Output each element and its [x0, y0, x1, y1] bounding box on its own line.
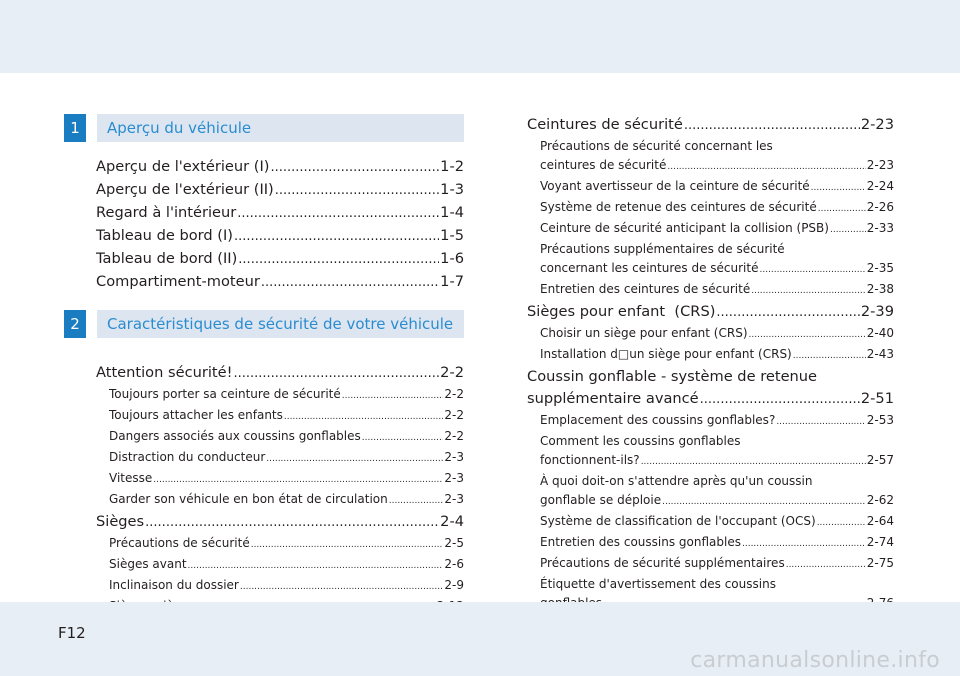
section-title: Caractéristiques de sécurité de votre véhicule [97, 310, 464, 338]
toc-subentry[interactable]: Entretien des coussins gonflables ..... 2-74 [527, 533, 894, 554]
toc-subentry[interactable]: gonflable se déploie ..... 2-62 [527, 491, 894, 512]
toc-entry-line[interactable]: Coussin gonflable - système de retenue [527, 368, 818, 385]
toc-subentry[interactable]: Vitesse ..... 2-3 [96, 469, 464, 490]
toc-subentry[interactable]: Installation d□un siège pour enfant (CRS) ..... 2-43 [527, 345, 894, 366]
toc-entry[interactable]: Aperçu de l'extérieur (II) ..... 1-3 [96, 179, 464, 202]
toc-subentry-line[interactable]: Précautions de sécurité concernant les [540, 139, 773, 153]
page-number: F12 [58, 624, 86, 642]
toc-entry[interactable]: Regard à l'intérieur ..... 1-4 [96, 202, 464, 225]
toc-subentry[interactable]: Système de retenue des ceintures de sécurité ..... 2-26 [527, 198, 894, 219]
toc-subentry[interactable]: Entretien des ceintures de sécurité ..... 2-38 [527, 280, 894, 301]
toc-subentry[interactable]: Dangers associés aux coussins gonflables ..... 2-2 [96, 427, 464, 448]
toc-entry[interactable]: Sièges ..... 2-4 [96, 511, 464, 534]
section-number: 1 [64, 114, 86, 142]
toc-subentry[interactable]: Système de classification de l'occupant (OCS) ..... 2-64 [527, 512, 894, 533]
toc-subentry[interactable]: Précautions de sécurité ..... 2-5 [96, 534, 464, 555]
toc-subentry[interactable]: Voyant avertisseur de la ceinture de sécurité ..... 2-24 [527, 177, 894, 198]
toc-subentry[interactable]: Inclinaison du dossier ..... 2-9 [96, 576, 464, 597]
toc-subentry[interactable]: Garder son véhicule en bon état de circulation ..... 2-3 [96, 490, 464, 511]
section-number: 2 [64, 310, 86, 338]
toc-subentry[interactable]: Toujours attacher les enfants ..... 2-2 [96, 406, 464, 427]
toc-subentry[interactable]: Ceinture de sécurité anticipant la collision (PSB) ..... 2-33 [527, 219, 894, 240]
toc-subentry[interactable]: ceintures de sécurité ..... 2-23 [527, 156, 894, 177]
toc-subentry[interactable]: Distraction du conducteur ..... 2-3 [96, 448, 464, 469]
left-column [64, 114, 464, 660]
toc-subentry[interactable]: Précautions de sécurité supplémentaires ..... 2-75 [527, 554, 894, 575]
toc-entry[interactable]: Attention sécurité! ..... 2-2 [96, 362, 464, 385]
toc-subentry[interactable]: Sièges avant ..... 2-6 [96, 555, 464, 576]
toc-subentry-line[interactable]: Précautions supplémentaires de sécurité [540, 242, 785, 256]
right-column [527, 114, 894, 615]
toc-entry[interactable]: Sièges pour enfant (CRS) ..... 2-39 [527, 301, 894, 324]
toc-subentry-line[interactable]: Étiquette d'avertissement des coussins [540, 577, 776, 591]
toc-subentry-line[interactable]: À quoi doit-on s'attendre après qu'un coussin [540, 474, 813, 488]
section-header-2 [64, 310, 464, 338]
toc-entry[interactable]: Tableau de bord (II) ..... 1-6 [96, 248, 464, 271]
toc-subentry[interactable]: Toujours porter sa ceinture de sécurité ..... 2-2 [96, 385, 464, 406]
toc-list-section-1 [96, 156, 464, 294]
section-header-1 [64, 114, 464, 142]
toc-subentry[interactable]: fonctionnent-ils? ..... 2-57 [527, 451, 894, 472]
toc-entry[interactable]: Aperçu de l'extérieur (I) ..... 1-2 [96, 156, 464, 179]
toc-entry[interactable]: Compartiment-moteur ..... 1-7 [96, 271, 464, 294]
top-band [0, 0, 960, 73]
toc-subentry[interactable]: Emplacement des coussins gonflables? ..... 2-53 [527, 411, 894, 432]
toc-list-right [527, 114, 894, 615]
toc-entry[interactable]: supplémentaire avancé ..... 2-51 [527, 388, 894, 411]
toc-entry[interactable]: Ceintures de sécurité ..... 2-23 [527, 114, 894, 137]
watermark: carmanualsonline.info [690, 648, 940, 673]
toc-subentry[interactable]: Choisir un siège pour enfant (CRS) ..... 2-40 [527, 324, 894, 345]
toc-subentry[interactable]: concernant les ceintures de sécurité ..... 2-35 [527, 259, 894, 280]
toc-subentry-line[interactable]: Comment les coussins gonflables [540, 434, 741, 448]
section-title: Aperçu du véhicule [97, 114, 464, 142]
toc-entry[interactable]: Tableau de bord (I) ..... 1-5 [96, 225, 464, 248]
